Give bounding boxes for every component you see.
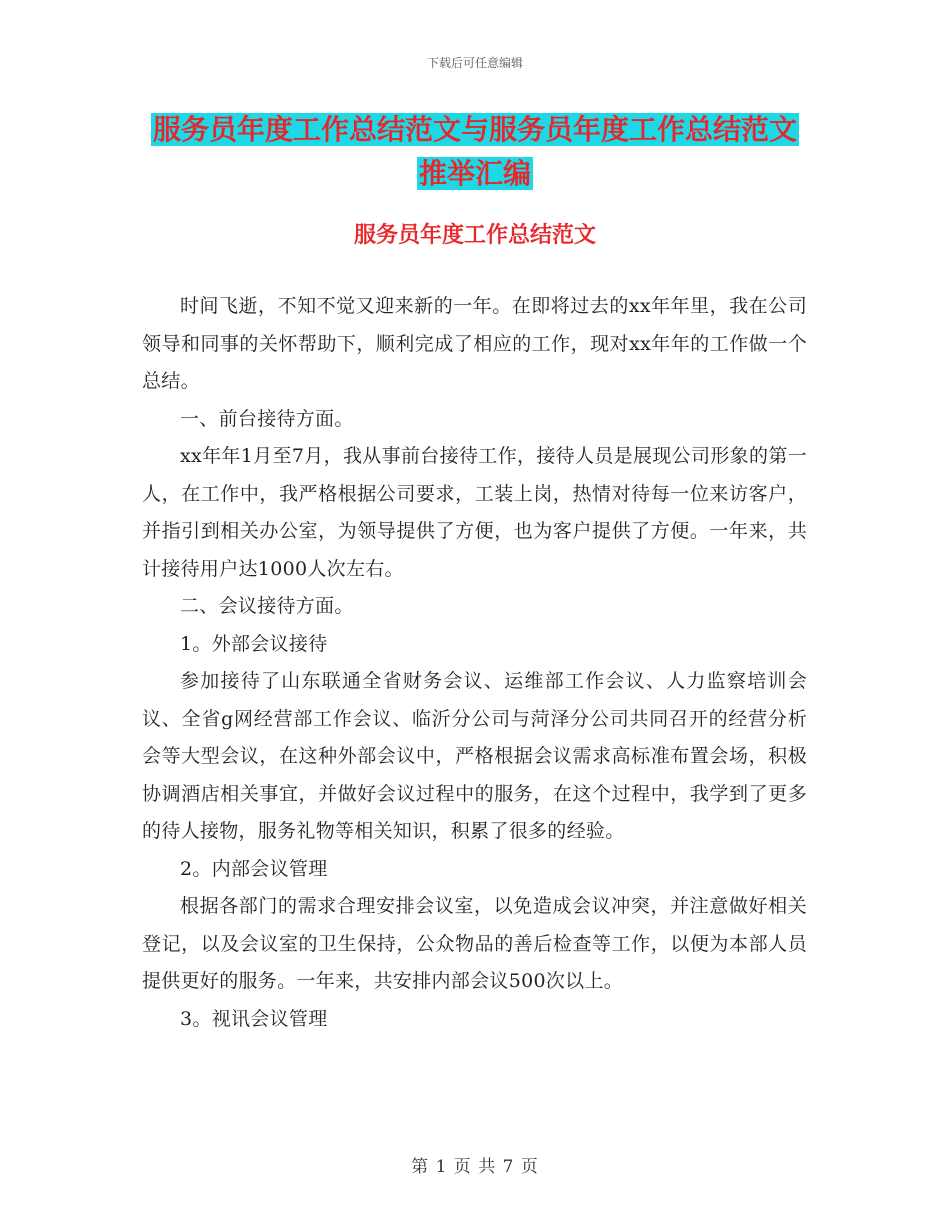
paragraph-external-meetings: 参加接待了山东联通全省财务会议、运维部工作会议、人力监察培训会议、全省g网经营部工作会议、临沂分公司与菏泽分公司共同召开的经营分析会等大型会议，在这种外部会议中，严格根据会议需求高标准布置会场，积极协调酒店相关事宜，并做好会议过程中的服务，在这个过程中，我学到了更多的待人接物，服务礼物等相关知识，积累了很多的经验。 <box>142 670 807 842</box>
heading-reception: 一、前台接待方面。 <box>180 407 354 430</box>
paragraph-reception: xx年年1月至7月，我从事前台接待工作，接待人员是展现公司形象的第一人，在工作中，我严格根据公司要求，工装上岗，热情对待每一位来访客户，并指引到相关办公室，为领导提供了方便，也为客户提供了方便。一年来，共计接待用户达1000人次左右。 <box>142 445 807 580</box>
subheading-external-meetings: 1。外部会议接待 <box>180 632 328 655</box>
document-title-line-2 <box>0 154 950 194</box>
document-title-line-1 <box>0 110 950 150</box>
title-line-1-text: 服务员年度工作总结范文与服务员年度工作总结范文 <box>152 113 797 146</box>
header-note: 下载后可任意编辑 <box>426 56 523 70</box>
page-footer: 第 1 页 共 7 页 <box>411 1157 539 1177</box>
title-line-2-text: 推举汇编 <box>418 157 531 190</box>
subheading-video-meetings: 3。视讯会议管理 <box>180 1007 328 1030</box>
section-title: 服务员年度工作总结范文 <box>353 223 596 248</box>
subheading-internal-meetings: 2。内部会议管理 <box>180 857 328 880</box>
paragraph-internal-meetings: 根据各部门的需求合理安排会议室，以免造成会议冲突，并注意做好相关登记，以及会议室的卫生保持，公众物品的善后检查等工作，以便为本部人员提供更好的服务。一年来，共安排内部会议500次以上。 <box>142 895 807 992</box>
body-text <box>142 288 807 1038</box>
heading-meetings: 二、会议接待方面。 <box>180 595 354 617</box>
paragraph-intro: 时间飞逝，不知不觉又迎来新的一年。在即将过去的xx年年里，我在公司领导和同事的关怀帮助下，顺利完成了相应的工作，现对xx年年的工作做一个总结。 <box>142 295 807 392</box>
